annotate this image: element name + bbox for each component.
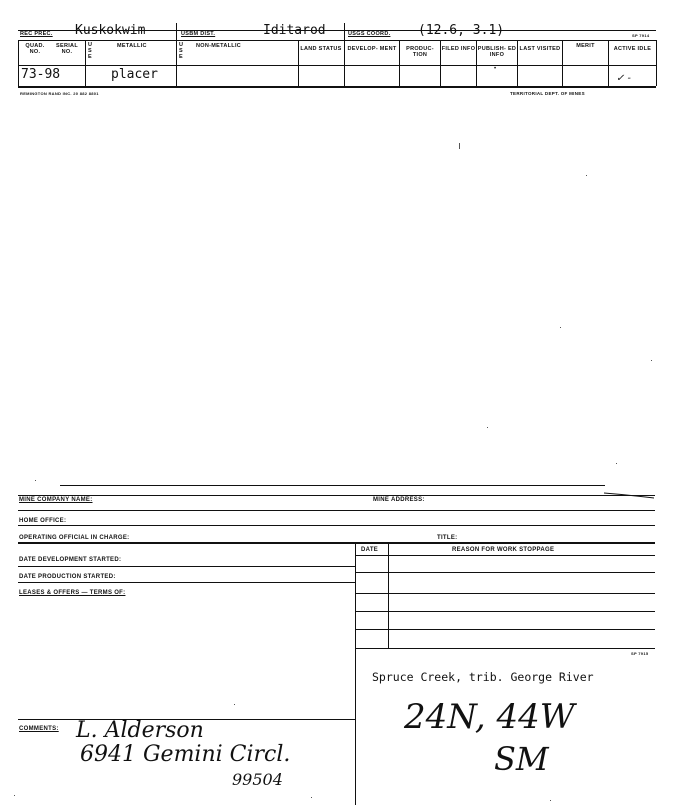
printer-line: REMINGTON RAND INC. 20 882 8801: [20, 91, 99, 96]
col-active-idle: ACTIVE IDLE: [613, 46, 652, 52]
mine-company-name-label: MINE COMPANY NAME:: [19, 497, 93, 503]
form-number-bottom: SP 7915: [631, 651, 649, 656]
leases-label: LEASES & OFFERS — TERMS OF:: [19, 590, 126, 596]
home-office-label: HOME OFFICE:: [19, 518, 67, 524]
col-land-status: LAND STATUS: [300, 46, 342, 52]
comments-label: COMMENTS:: [19, 726, 59, 732]
col-metallic: METALLIC: [117, 43, 147, 49]
handwritten-street: 6941 Gemini Circl.: [80, 742, 291, 767]
title-label: TITLE:: [437, 535, 458, 541]
col-published-info: PUBLISH- ED INFO: [477, 46, 517, 58]
date-col-label: DATE: [361, 547, 379, 553]
operating-official-label: OPERATING OFFICIAL IN CHARGE:: [19, 535, 130, 541]
col-quad-no: QUAD. NO.: [25, 43, 45, 55]
form-number-top: SP 7914: [632, 33, 650, 38]
col-use-metallic: U S E: [88, 42, 93, 60]
col-merit: MERIT: [576, 43, 595, 49]
col-development: DEVELOP- MENT: [347, 46, 397, 52]
col-serial-no: SERIAL NO.: [56, 43, 78, 55]
col-production: PRODUC- TION: [406, 46, 434, 58]
published-dot: •: [494, 66, 497, 72]
location-typed: Spruce Creek, trib. George River: [372, 670, 594, 684]
reason-col-label: REASON FOR WORK STOPPAGE: [452, 547, 555, 553]
department-line: TERRITORIAL DEPT. OF MINES: [510, 91, 585, 96]
metallic-value: placer: [111, 67, 158, 82]
col-filed-info: FILED INFO: [441, 46, 476, 52]
date-development-label: DATE DEVELOPMENT STARTED:: [19, 557, 122, 563]
col-use-nonmetallic: U S E: [179, 42, 184, 60]
usbm-dist-label: USBM DIST.: [181, 31, 216, 37]
rec-prec-label: REC PREC.: [20, 31, 53, 37]
handwritten-zip: 99504: [232, 770, 283, 789]
mine-address-label: MINE ADDRESS:: [373, 497, 425, 503]
rec-prec-value: Kuskokwim: [75, 23, 146, 38]
col-non-metallic: NON-METALLIC: [196, 43, 242, 49]
date-production-label: DATE PRODUCTION STARTED:: [19, 574, 116, 580]
quad-serial-value: 73-98: [21, 67, 61, 82]
usgs-coord-value: (12.6, 3.1): [418, 23, 505, 38]
handwritten-meridian: SM: [494, 740, 549, 778]
col-last-visited: LAST VISITED: [519, 46, 561, 52]
active-idle-mark: ✓ -: [616, 73, 631, 84]
usgs-coord-label: USGS COORD.: [348, 31, 391, 37]
usbm-dist-value: Iditarod: [263, 23, 326, 38]
handwritten-name: L. Alderson: [76, 718, 204, 743]
handwritten-township-range: 24N, 44W: [404, 697, 575, 737]
